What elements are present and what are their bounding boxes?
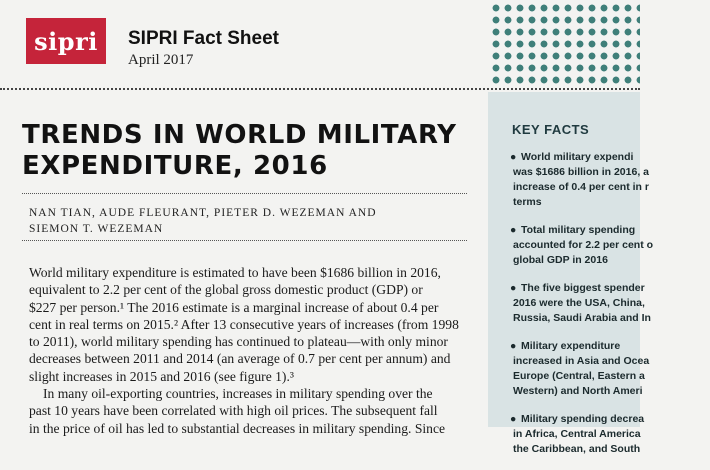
key-fact-item	[510, 339, 710, 399]
key-fact-item	[510, 150, 710, 210]
authors	[29, 205, 377, 237]
key-fact-line: ● Total military spending	[510, 224, 636, 236]
key-fact-line: increase of 0.4 per cent in r	[513, 181, 649, 193]
key-fact-line: in Africa, Central America	[513, 428, 641, 440]
dot-pattern-decoration	[488, 0, 640, 84]
sipri-logo: sipri	[26, 18, 106, 64]
fact-sheet-label: SIPRI Fact Sheet	[128, 28, 279, 49]
key-fact-item	[510, 412, 710, 457]
title-line-2: EXPENDITURE, 2016	[22, 151, 328, 181]
key-fact-line: ● Military expenditure	[510, 340, 621, 352]
key-fact-item	[510, 223, 710, 268]
key-fact-line: was $1686 billion in 2016, a	[513, 166, 649, 178]
authors-line-2: SIEMON T. WEZEMAN	[29, 223, 164, 235]
body-line: decreases between 2011 and 2014 (an average of 0.7 per cent per annum) and	[29, 351, 451, 367]
bullet-icon: ●	[510, 224, 517, 236]
document-title	[22, 120, 482, 182]
key-fact-line: terms	[513, 196, 542, 208]
title-line-1: TRENDS IN WORLD MILITARY	[22, 120, 457, 150]
key-fact-line: global GDP in 2016	[513, 254, 608, 266]
body-line: to 2011), world military spending has continued to plateau—with only minor	[29, 334, 448, 350]
key-fact-line: ● Military spending decrea	[510, 413, 645, 425]
authors-rule-bottom	[22, 240, 467, 241]
body-line: cent in real terms on 2015.² After 13 consecutive years of increases (from 1998	[29, 316, 459, 332]
header-divider	[0, 88, 640, 90]
key-facts-title: KEY FACTS	[512, 122, 590, 137]
body-text	[29, 264, 469, 437]
body-line: in the price of oil has led to substantial decreases in military spending. Since	[29, 420, 446, 436]
body-line: slight increases in 2015 and 2016 (see figure 1).³	[29, 368, 294, 384]
bullet-icon: ●	[510, 340, 517, 352]
key-fact-item	[510, 281, 710, 326]
body-line: World military expenditure is estimated to have been $1686 billion in 2016,	[29, 265, 441, 280]
key-fact-line: 2016 were the USA, China,	[513, 297, 645, 309]
key-fact-line: Western) and North Ameri	[513, 385, 643, 397]
publication-date: April 2017	[128, 52, 194, 68]
key-facts-sidebar	[488, 92, 654, 455]
bullet-icon: ●	[510, 413, 517, 425]
body-line: In many oil-exporting countries, increases in military spending over the	[43, 386, 433, 402]
body-line: past 10 years have been correlated with high oil prices. The subsequent fall	[29, 403, 438, 419]
authors-line-1: NAN TIAN, AUDE FLEURANT, PIETER D. WEZEMAN AND	[29, 207, 377, 219]
key-fact-line: the Caribbean, and South	[513, 443, 641, 455]
key-fact-line: accounted for 2.2 per cent o	[513, 239, 654, 251]
key-facts-list	[510, 150, 710, 470]
key-fact-line: ● The five biggest spender	[510, 282, 645, 294]
body-line: equivalent to 2.2 per cent of the global gross domestic product (GDP) or	[29, 282, 423, 298]
bullet-icon: ●	[510, 282, 517, 294]
bullet-icon: ●	[510, 151, 517, 163]
key-fact-line: Russia, Saudi Arabia and In	[513, 312, 651, 324]
key-fact-line: increased in Asia and Ocea	[513, 355, 650, 367]
key-fact-line: ● World military expendi	[510, 151, 634, 163]
body-line: $227 per person.¹ The 2016 estimate is a marginal increase of about 0.4 per	[29, 299, 439, 315]
key-fact-line: Europe (Central, Eastern a	[513, 370, 645, 382]
authors-rule-top	[22, 193, 467, 194]
